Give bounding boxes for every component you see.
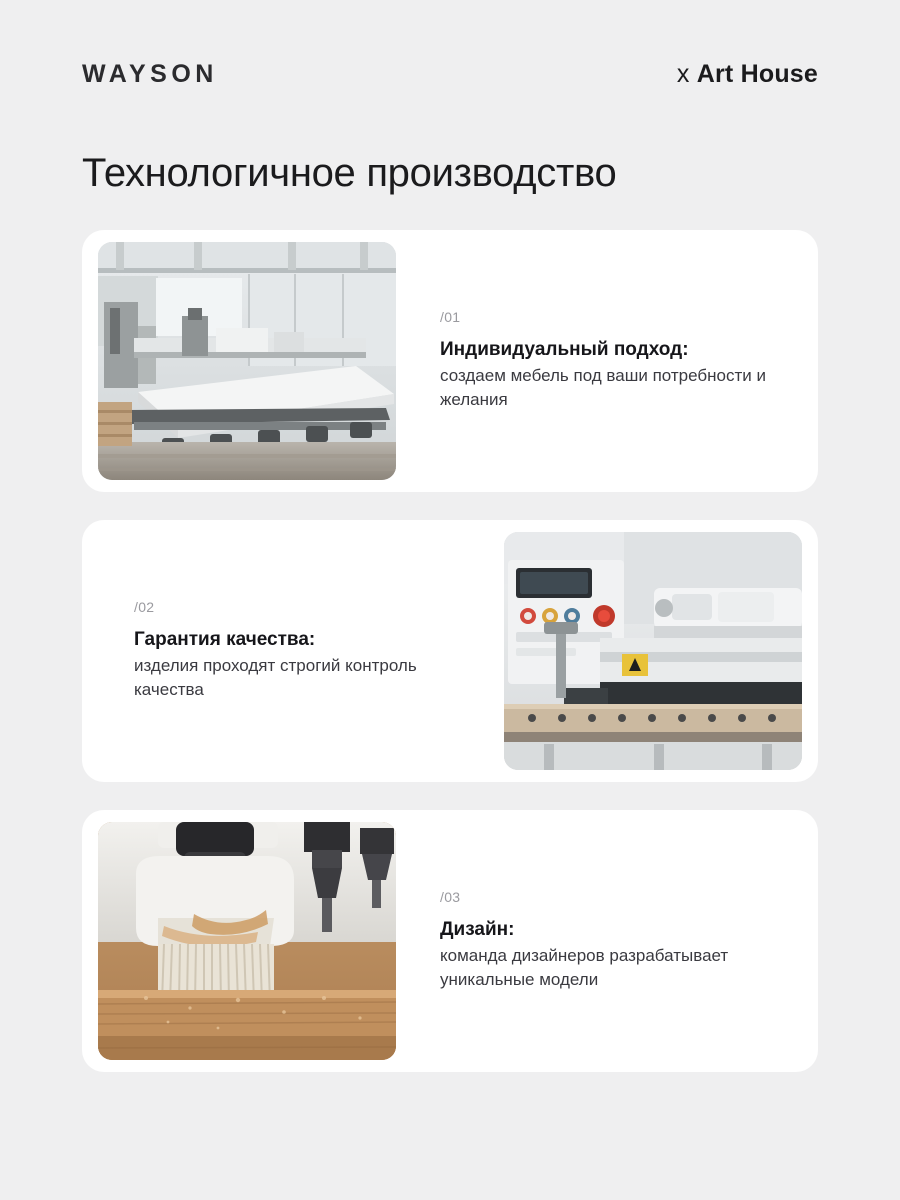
card-index: /03 (440, 888, 461, 905)
card-heading: Гарантия качества: (134, 628, 316, 650)
brand-logo: WAYSON (82, 59, 218, 88)
card-body: создаем мебель под ваши потребности и желания (440, 365, 766, 410)
partner-prefix: x (676, 59, 697, 88)
card-index: /02 (134, 598, 155, 615)
partner-name: Art House (696, 59, 818, 88)
milling-head-wood-photo (98, 822, 396, 1060)
edge-banding-machine-photo (504, 532, 802, 770)
card-heading: Дизайн: (440, 918, 515, 940)
feature-card (82, 520, 818, 782)
partner-brand (677, 60, 818, 89)
feature-card (82, 810, 818, 1072)
feature-card-text (98, 599, 504, 703)
feature-card-text (396, 309, 802, 413)
card-body: команда дизайнеров разрабатывает уникальные модели (440, 945, 729, 990)
cnc-router-workshop-photo (98, 242, 396, 480)
card-body: изделия проходят строгий контроль качества (134, 655, 417, 700)
feature-card (82, 230, 818, 492)
feature-card-text (396, 889, 802, 993)
page-header (82, 0, 818, 98)
card-heading: Индивидуальный подход: (440, 338, 689, 360)
page-title: Технологичное производство (82, 151, 617, 195)
feature-card-list (82, 230, 818, 1072)
card-index: /01 (440, 308, 461, 325)
